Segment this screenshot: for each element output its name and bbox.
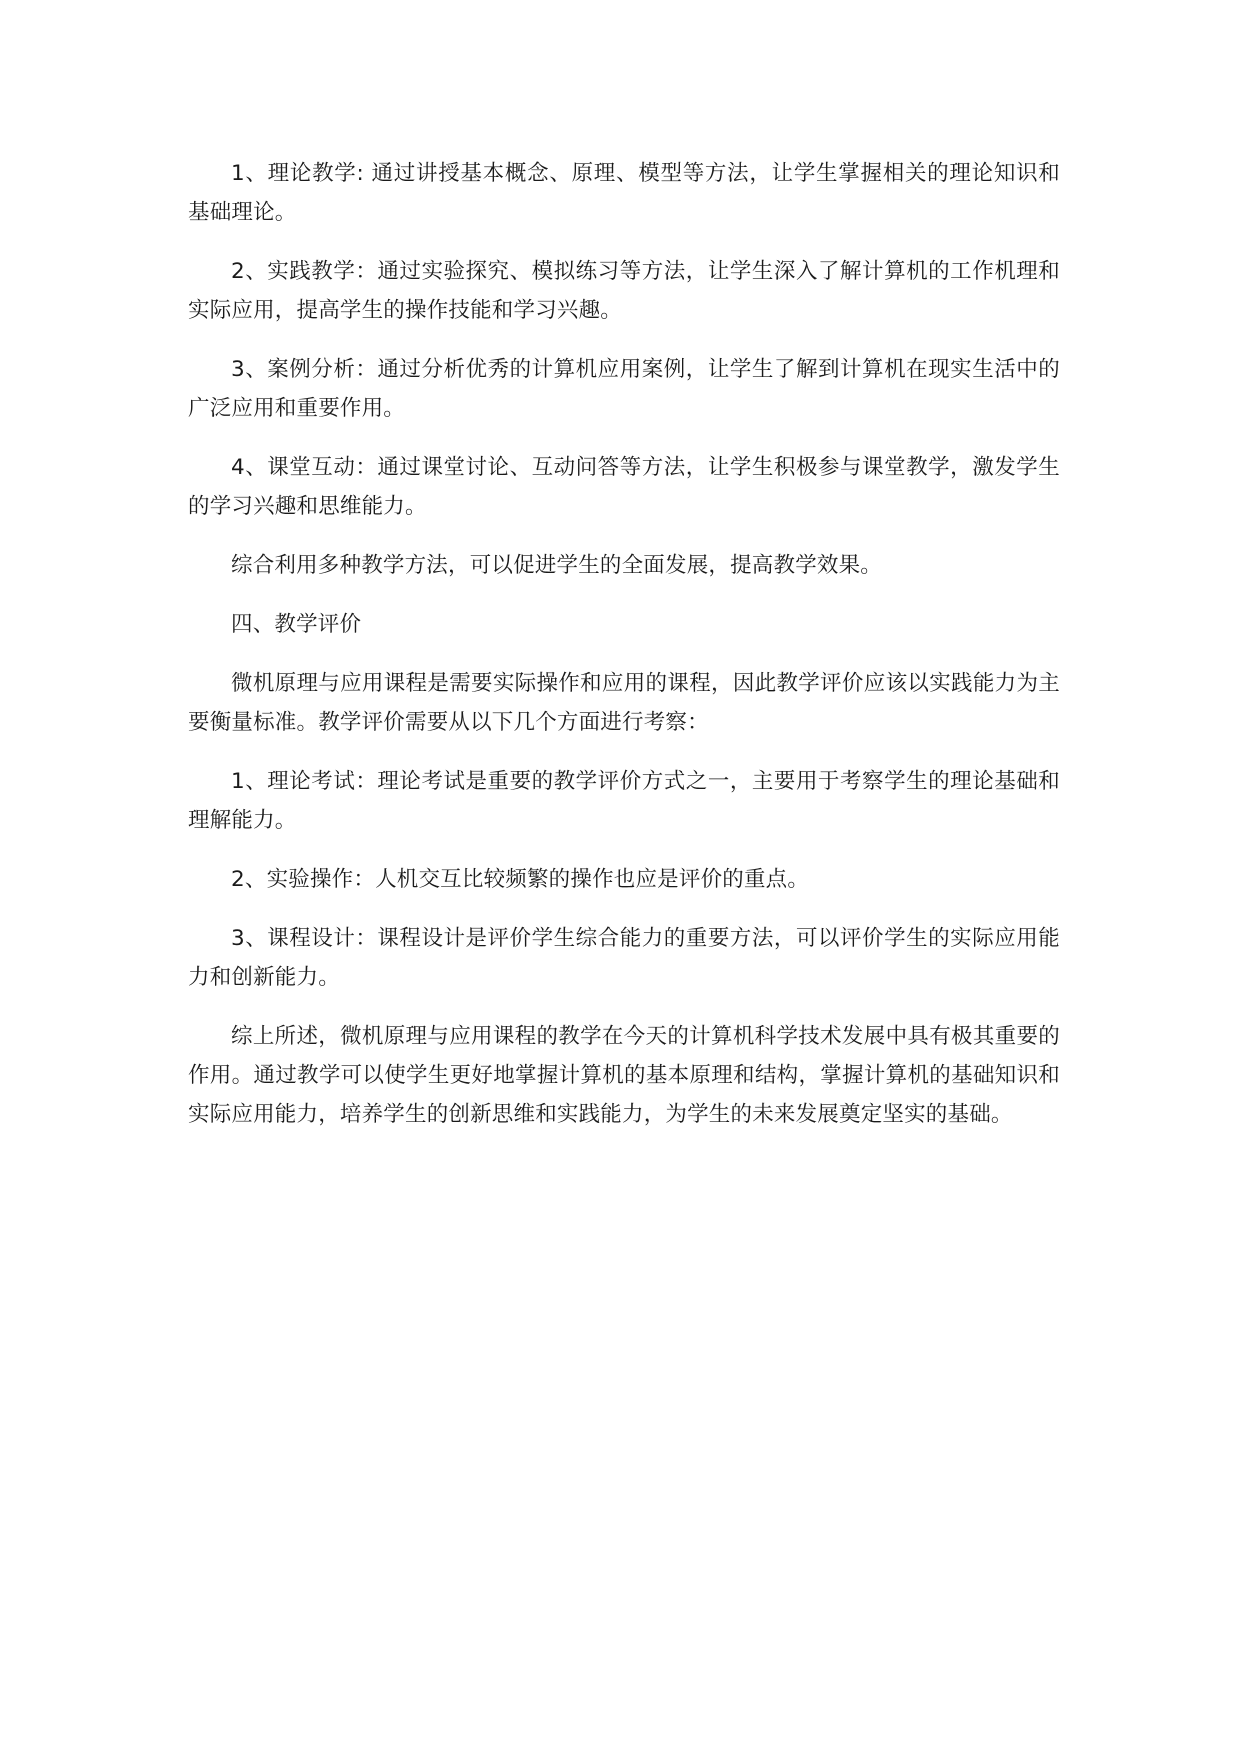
paragraph-evaluation-intro: 微机原理与应用课程是需要实际操作和应用的课程，因此教学评价应该以实践能力为主要衡量标准。教学评价需要从以下几个方面进行考察： (188, 671, 1060, 735)
paragraph-lab-operation: 2、实验操作：人机交互比较频繁的操作也应是评价的重点。 (231, 867, 810, 892)
document-body (188, 154, 1060, 1154)
paragraph-methods-summary: 综合利用多种教学方法，可以促进学生的全面发展，提高教学效果。 (231, 553, 883, 578)
section-heading-evaluation: 四、教学评价 (231, 612, 362, 637)
paragraph-conclusion: 综上所述，微机原理与应用课程的教学在今天的计算机科学技术发展中具有极其重要的作用。通过教学可以使学生更好地掌握计算机的基本原理和结构，掌握计算机的基础知识和实际应用能力，培养学生的创新思维和实践能力，为学生的未来发展奠定坚实的基础。 (188, 1024, 1060, 1127)
paragraph-classroom-interaction: 4、课堂互动：通过课堂讨论、互动问答等方法，让学生积极参与课堂教学，激发学生的学习兴趣和思维能力。 (188, 455, 1060, 519)
paragraph-course-design: 3、课程设计：课程设计是评价学生综合能力的重要方法，可以评价学生的实际应用能力和创新能力。 (188, 926, 1060, 990)
paragraph-case-analysis: 3、案例分析：通过分析优秀的计算机应用案例，让学生了解到计算机在现实生活中的广泛应用和重要作用。 (188, 357, 1060, 421)
paragraph-practice-teaching: 2、实践教学：通过实验探究、模拟练习等方法，让学生深入了解计算机的工作机理和实际应用，提高学生的操作技能和学习兴趣。 (188, 259, 1060, 323)
paragraph-theory-exam: 1、理论考试：理论考试是重要的教学评价方式之一，主要用于考察学生的理论基础和理解能力。 (188, 769, 1060, 833)
paragraph-theory-teaching: 1、理论教学: 通过讲授基本概念、原理、模型等方法，让学生掌握相关的理论知识和基础理论。 (188, 161, 1060, 225)
